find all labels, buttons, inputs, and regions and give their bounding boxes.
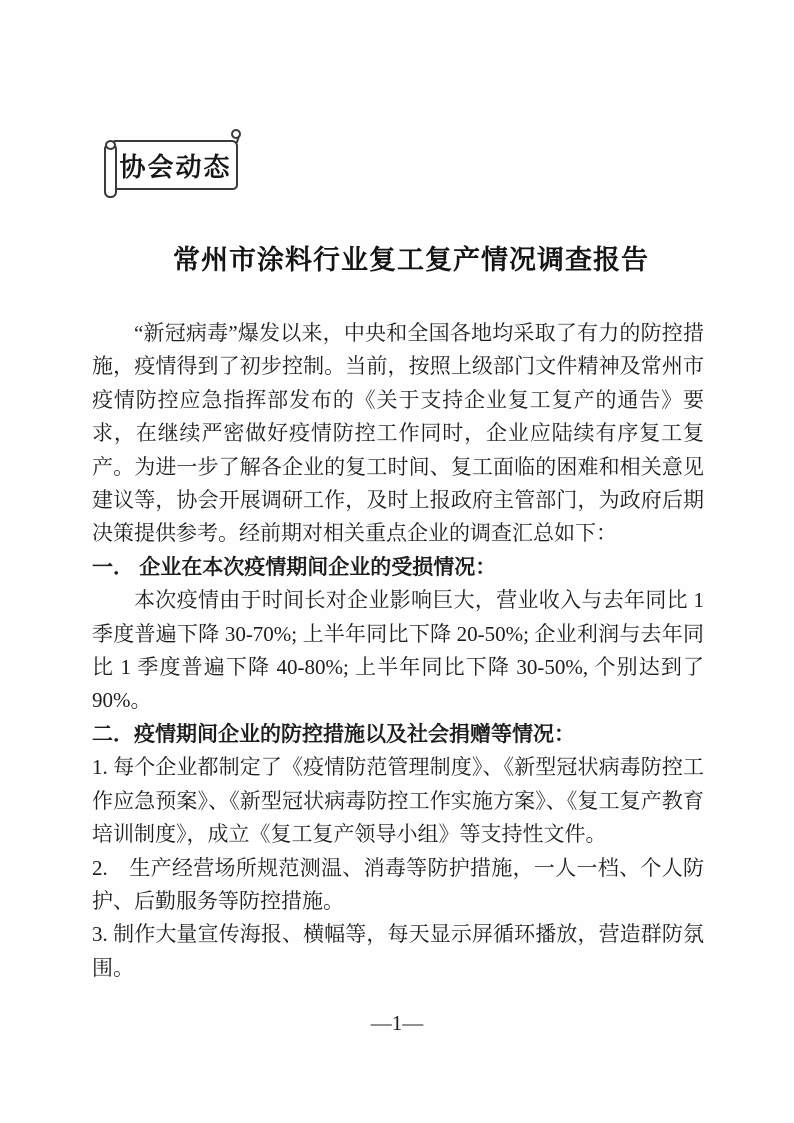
banner-scroll-roll-cap [105,140,116,150]
section2-item-1: 1. 每个企业都制定了《疫情防范管理制度》、《新型冠状病毒防控工作应急预案》、《新型冠状病毒防控工作实施方案》、《复工复产教育培训制度》，成立《复工复产领导小组》等支持性文件。 [92,755,704,847]
section2-item-2: 2. 生产经营场所规范测温、消毒等防护措施，一人一档、个人防护、后勤服务等防控措施。 [92,855,704,913]
banner-label: 协会动态 [119,151,232,182]
document-body [92,317,704,985]
page-number: —1— [370,1011,424,1035]
section2-heading: 二．疫情期间企业的防控措施以及社会捐赠等情况： [92,721,575,746]
banner [104,126,254,206]
section1-heading: 一． 企业在本次疫情期间企业的受损情况： [92,554,497,579]
banner-scroll-roll [104,143,117,198]
banner-scroll-curl [231,129,241,139]
section2-item-3: 3. 制作大量宣传海报、横幅等，每天显示屏循环播放，营造群防氛围。 [92,922,704,980]
intro-paragraph: “新冠病毒”爆发以来，中央和全国各地均采取了有力的防控措施，疫情得到了初步控制。当前，按照上级部门文件精神及常州市疫情防控应急指挥部发布的《关于支持企业复工复产的通告》要求，在继续严密做好疫情防控工作同时，企业应陆续有序复工复产。为进一步了解各企业的复工时间、复工面临的困难和相关意见建议等，协会开展调研工作，及时上报政府主管部门，为政府后期决策提供参考。经前期对相关重点企业的调查汇总如下： [92,321,704,546]
banner-scroll-box [113,140,238,190]
document-title: 常州市涂料行业复工复产情况调查报告 [173,245,649,275]
section1-paragraph: 本次疫情由于时间长对企业影响巨大，营业收入与去年同比 1 季度普遍下降 30-70%; 上半年同比下降 20-50%; 企业利润与去年同比 1 季度普遍下降 40-80%; 上半年同比下降 30-50%, 个别达到了 90%。 [92,588,704,713]
